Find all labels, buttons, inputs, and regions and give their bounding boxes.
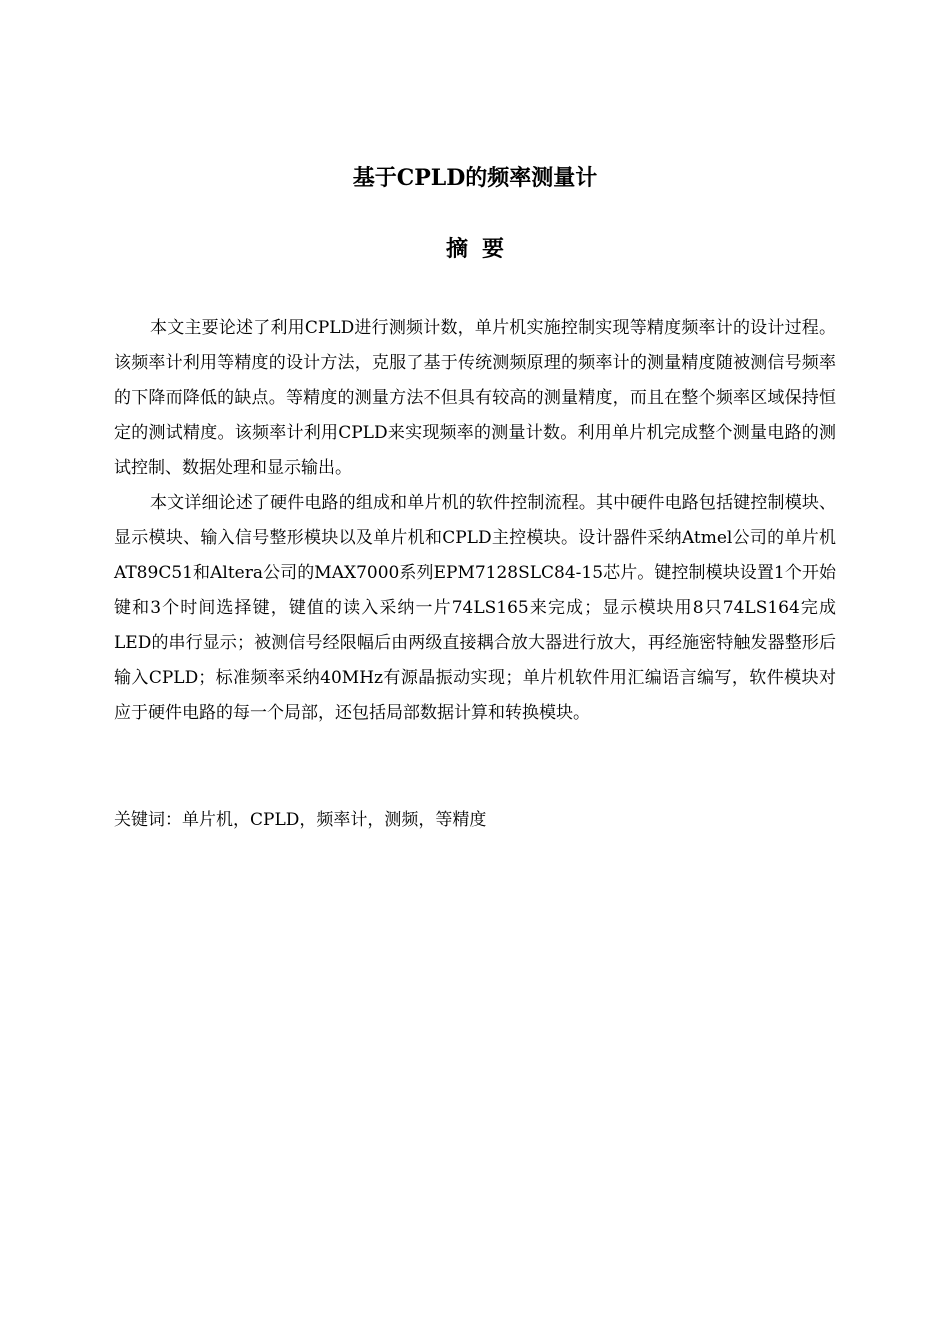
abstract-body (114, 311, 836, 731)
abstract-paragraph-1: 本文主要论述了利用CPLD进行测频计数，单片机实施控制实现等精度频率计的设计过程。该频率计利用等精度的设计方法，克服了基于传统测频原理的频率计的测量精度随被测信号频率的下降而降低的缺点。等精度的测量方法不但具有较高的测量精度，而且在整个频率区域保持恒定的测试精度。该频率计利用CPLD来实现频率的测量计数。利用单片机完成整个测量电路的测试控制、数据处理和显示输出。 (114, 318, 836, 478)
abstract-heading: 摘要 (445, 236, 518, 262)
keywords-line: 关键词：单片机，CPLD，频率计，测频，等精度 (114, 810, 487, 830)
document-title: 基于CPLD的频率测量计 (352, 165, 598, 191)
abstract-paragraph-2: 本文详细论述了硬件电路的组成和单片机的软件控制流程。其中硬件电路包括键控制模块、显示模块、输入信号整形模块以及单片机和CPLD主控模块。设计器件采纳Atmel公司的单片机AT89C51和Altera公司的MAX7000系列EPM7128SLC84-15芯片。键控制模块设置1个开始键和3个时间选择键，键值的读入采纳一片74LS165来完成；显示模块用8只74LS164完成LED的串行显示；被测信号经限幅后由两级直接耦合放大器进行放大，再经施密特触发器整形后输入CPLD；标准频率采纳40MHz有源晶振动实现；单片机软件用汇编语言编写，软件模块对应于硬件电路的每一个局部，还包括局部数据计算和转换模块。 (114, 493, 836, 723)
